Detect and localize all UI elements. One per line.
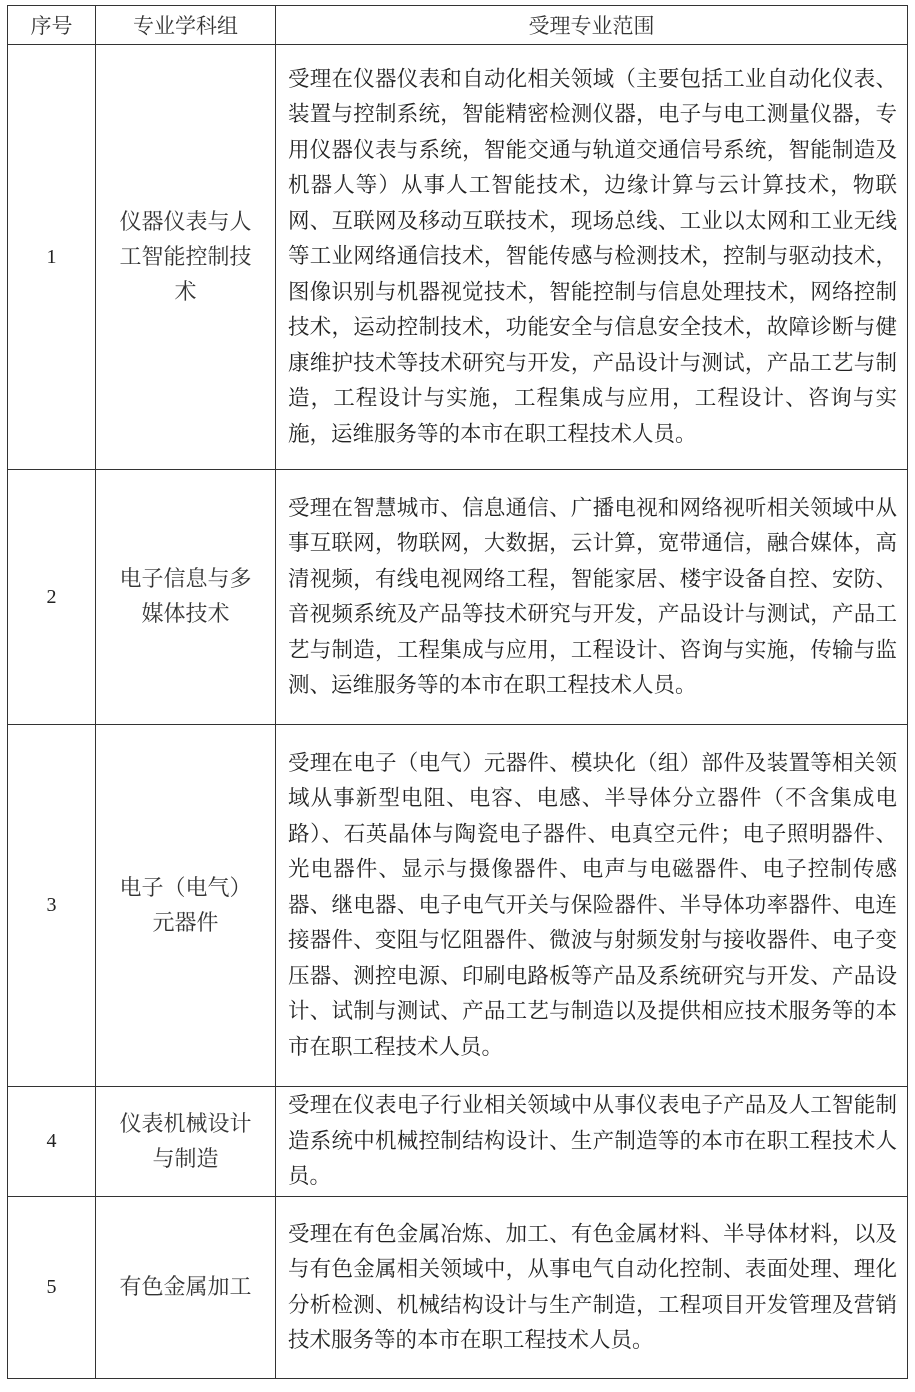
row-index: 4 — [8, 1087, 96, 1197]
table-row — [8, 1197, 908, 1379]
table-row — [8, 1087, 908, 1197]
row-scope: 受理在仪器仪表和自动化相关领域（主要包括工业自动化仪表、装置与控制系统，智能精密检测仪器，电子与电工测量仪器，专用仪器仪表与系统，智能交通与轨道交通信号系统，智能制造及机器人等）从事人工智能技术，边缘计算与云计算技术，物联网、互联网及移动互联技术，现场总线、工业以太网和工业无线等工业网络通信技术，智能传感与检测技术，控制与驱动技术，图像识别与机器视觉技术，智能控制与信息处理技术，网络控制技术，运动控制技术，功能安全与信息安全技术，故障诊断与健康维护技术等技术研究与开发，产品设计与测试，产品工艺与制造，工程设计与实施，工程集成与应用，工程设计、咨询与实施，运维服务等的本市在职工程技术人员。 — [276, 45, 908, 470]
row-scope: 受理在智慧城市、信息通信、广播电视和网络视听相关领域中从事互联网，物联网，大数据，云计算，宽带通信，融合媒体，高清视频，有线电视网络工程，智能家居、楼宇设备自控、安防、音视频系统及产品等技术研究与开发，产品设计与测试，产品工艺与制造，工程集成与应用，工程设计、咨询与实施，传输与监测、运维服务等的本市在职工程技术人员。 — [276, 470, 908, 725]
header-scope: 受理专业范围 — [276, 6, 908, 45]
row-scope: 受理在电子（电气）元器件、模块化（组）部件及装置等相关领域从事新型电阻、电容、电感、半导体分立器件（不含集成电路）、石英晶体与陶瓷电子器件、电真空元件；电子照明器件、光电器件、显示与摄像器件、电声与电磁器件、电子控制传感器、继电器、电子电气开关与保险器件、半导体功率器件、电连接器件、变阻与忆阻器件、微波与射频发射与接收器件、电子变压器、测控电源、印刷电路板等产品及系统研究与开发、产品设计、试制与测试、产品工艺与制造以及提供相应技术服务等的本市在职工程技术人员。 — [276, 725, 908, 1087]
row-index: 5 — [8, 1197, 96, 1379]
header-row — [8, 6, 908, 45]
row-index: 3 — [8, 725, 96, 1087]
row-index: 1 — [8, 45, 96, 470]
row-group: 仪表机械设计与制造 — [96, 1087, 276, 1197]
table-row — [8, 725, 908, 1087]
row-group: 电子（电气）元器件 — [96, 725, 276, 1087]
professional-scope-table — [7, 5, 908, 1379]
table-row — [8, 45, 908, 470]
header-group: 专业学科组 — [96, 6, 276, 45]
row-scope: 受理在仪表电子行业相关领域中从事仪表电子产品及人工智能制造系统中机械控制结构设计、生产制造等的本市在职工程技术人员。 — [276, 1087, 908, 1197]
row-group: 电子信息与多媒体技术 — [96, 470, 276, 725]
header-index: 序号 — [8, 6, 96, 45]
row-scope: 受理在有色金属冶炼、加工、有色金属材料、半导体材料，以及与有色金属相关领域中，从事电气自动化控制、表面处理、理化分析检测、机械结构设计与生产制造，工程项目开发管理及营销技术服务等的本市在职工程技术人员。 — [276, 1197, 908, 1379]
row-group: 仪器仪表与人工智能控制技术 — [96, 45, 276, 470]
table-row — [8, 470, 908, 725]
row-index: 2 — [8, 470, 96, 725]
row-group: 有色金属加工 — [96, 1197, 276, 1379]
